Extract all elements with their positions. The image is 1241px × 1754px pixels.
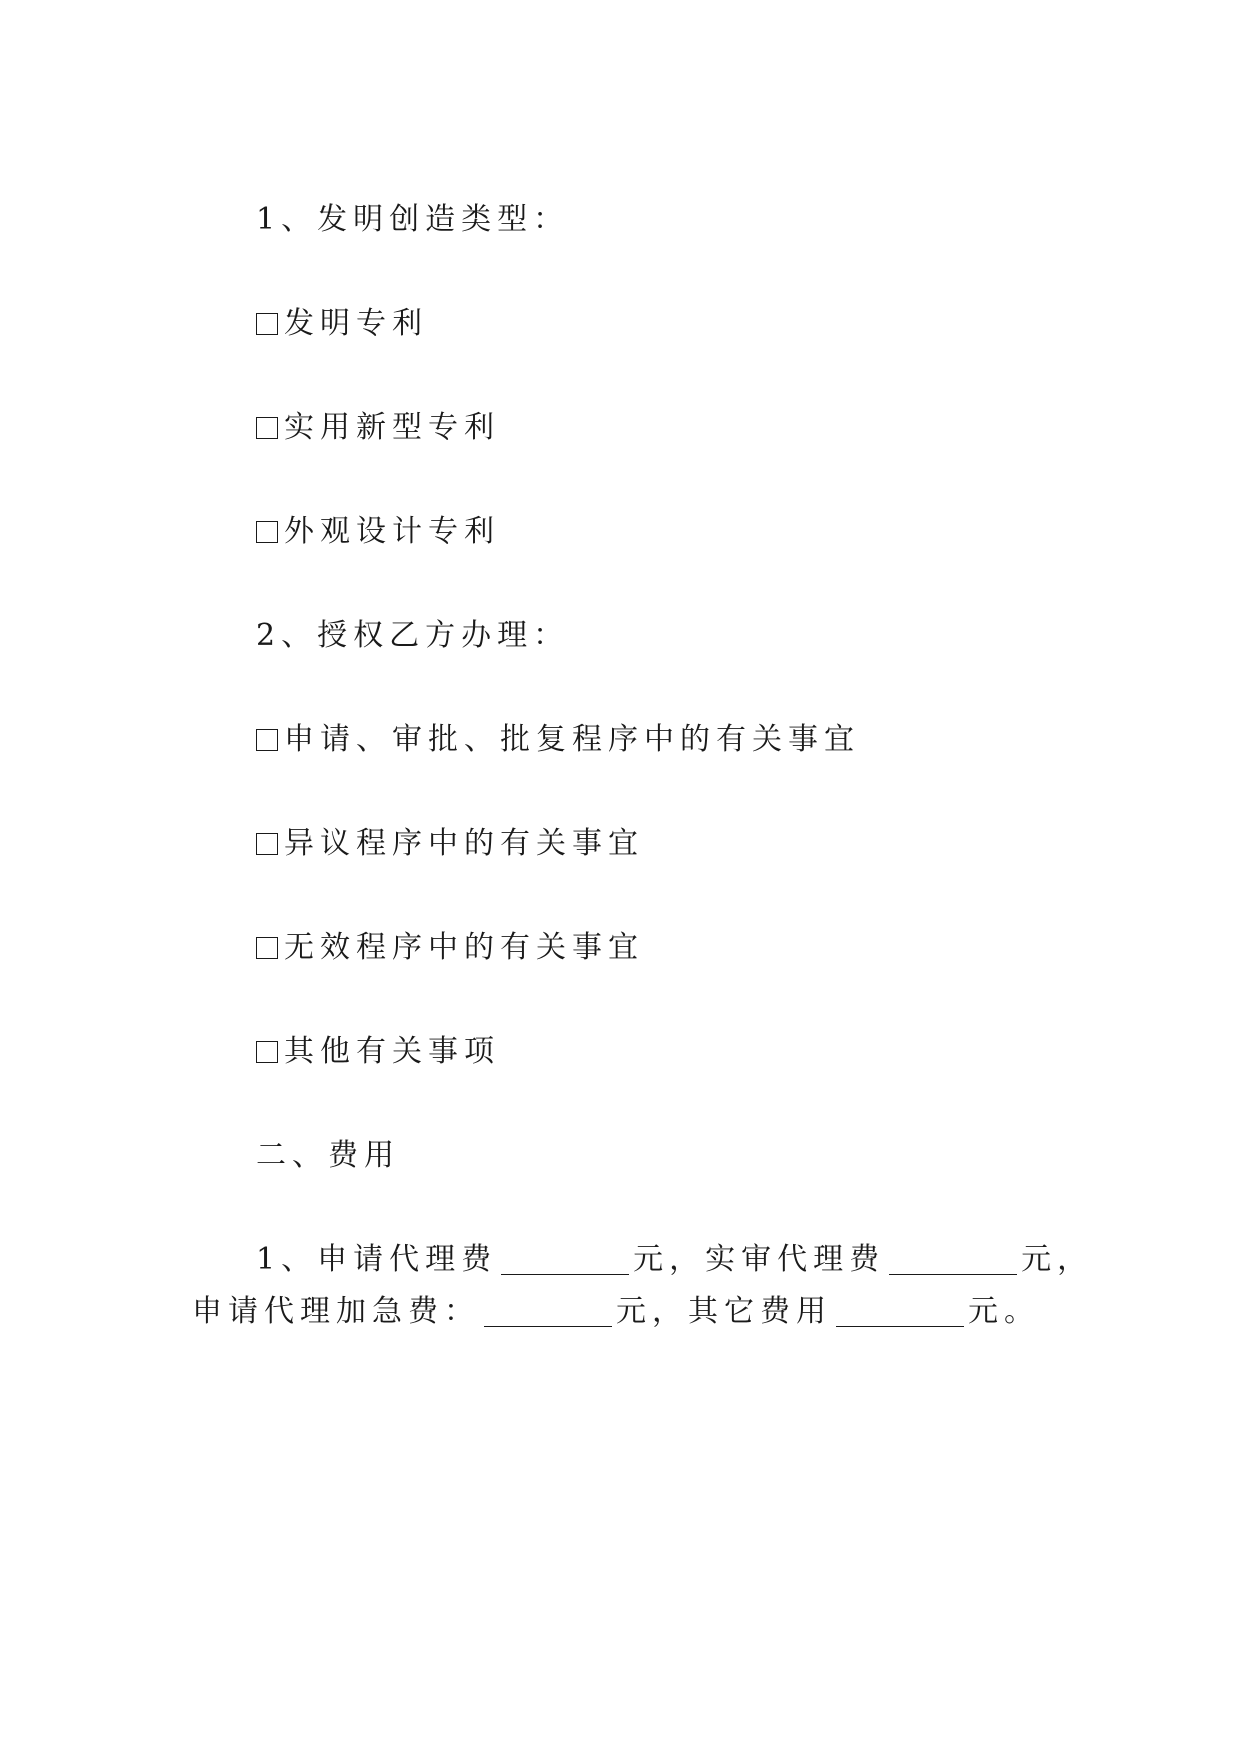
option-label: 其他有关事项 <box>284 1034 500 1069</box>
checkbox-icon[interactable] <box>256 937 278 959</box>
option-design-patent[interactable] <box>256 512 500 552</box>
fee-label-other: 元，其它费用 <box>616 1294 832 1329</box>
heading-text: 二、费用 <box>256 1138 400 1173</box>
option-label: 发明专利 <box>284 306 428 341</box>
option-label: 外观设计专利 <box>284 514 500 549</box>
checkbox-icon[interactable] <box>256 1041 278 1063</box>
option-application-approval[interactable] <box>256 720 860 760</box>
checkbox-icon[interactable] <box>256 417 278 439</box>
section-heading-fees <box>256 1136 400 1176</box>
checkbox-icon[interactable] <box>256 729 278 751</box>
fee-unit: 元， <box>1021 1242 1094 1277</box>
option-label: 异议程序中的有关事宜 <box>284 826 644 861</box>
expedited-fee-blank[interactable] <box>484 1325 612 1327</box>
fee-label-expedited: 申请代理加急费： <box>192 1294 480 1329</box>
heading-text: 1、发明创造类型： <box>256 202 570 237</box>
option-label: 申请、审批、批复程序中的有关事宜 <box>284 722 860 757</box>
fee-label-application: 1、申请代理费 <box>256 1242 498 1277</box>
option-opposition[interactable] <box>256 824 644 864</box>
checkbox-icon[interactable] <box>256 833 278 855</box>
fees-line-1 <box>256 1240 1093 1280</box>
option-label: 实用新型专利 <box>284 410 500 445</box>
option-invalidation[interactable] <box>256 928 644 968</box>
option-label: 无效程序中的有关事宜 <box>284 930 644 965</box>
checkbox-icon[interactable] <box>256 313 278 335</box>
option-utility-model-patent[interactable] <box>256 408 500 448</box>
heading-text: 2、授权乙方办理： <box>256 618 570 653</box>
other-fee-blank[interactable] <box>836 1325 964 1327</box>
section-heading-invention-type <box>256 200 569 240</box>
checkbox-icon[interactable] <box>256 521 278 543</box>
option-other-matters[interactable] <box>256 1032 500 1072</box>
option-invention-patent[interactable] <box>256 304 428 344</box>
application-fee-blank[interactable] <box>501 1273 629 1275</box>
fee-label-exam: 元，实审代理费 <box>633 1242 886 1277</box>
fee-unit: 元。 <box>968 1294 1040 1329</box>
section-heading-authorization <box>256 616 569 656</box>
exam-fee-blank[interactable] <box>889 1273 1017 1275</box>
fees-line-2 <box>192 1292 1040 1332</box>
